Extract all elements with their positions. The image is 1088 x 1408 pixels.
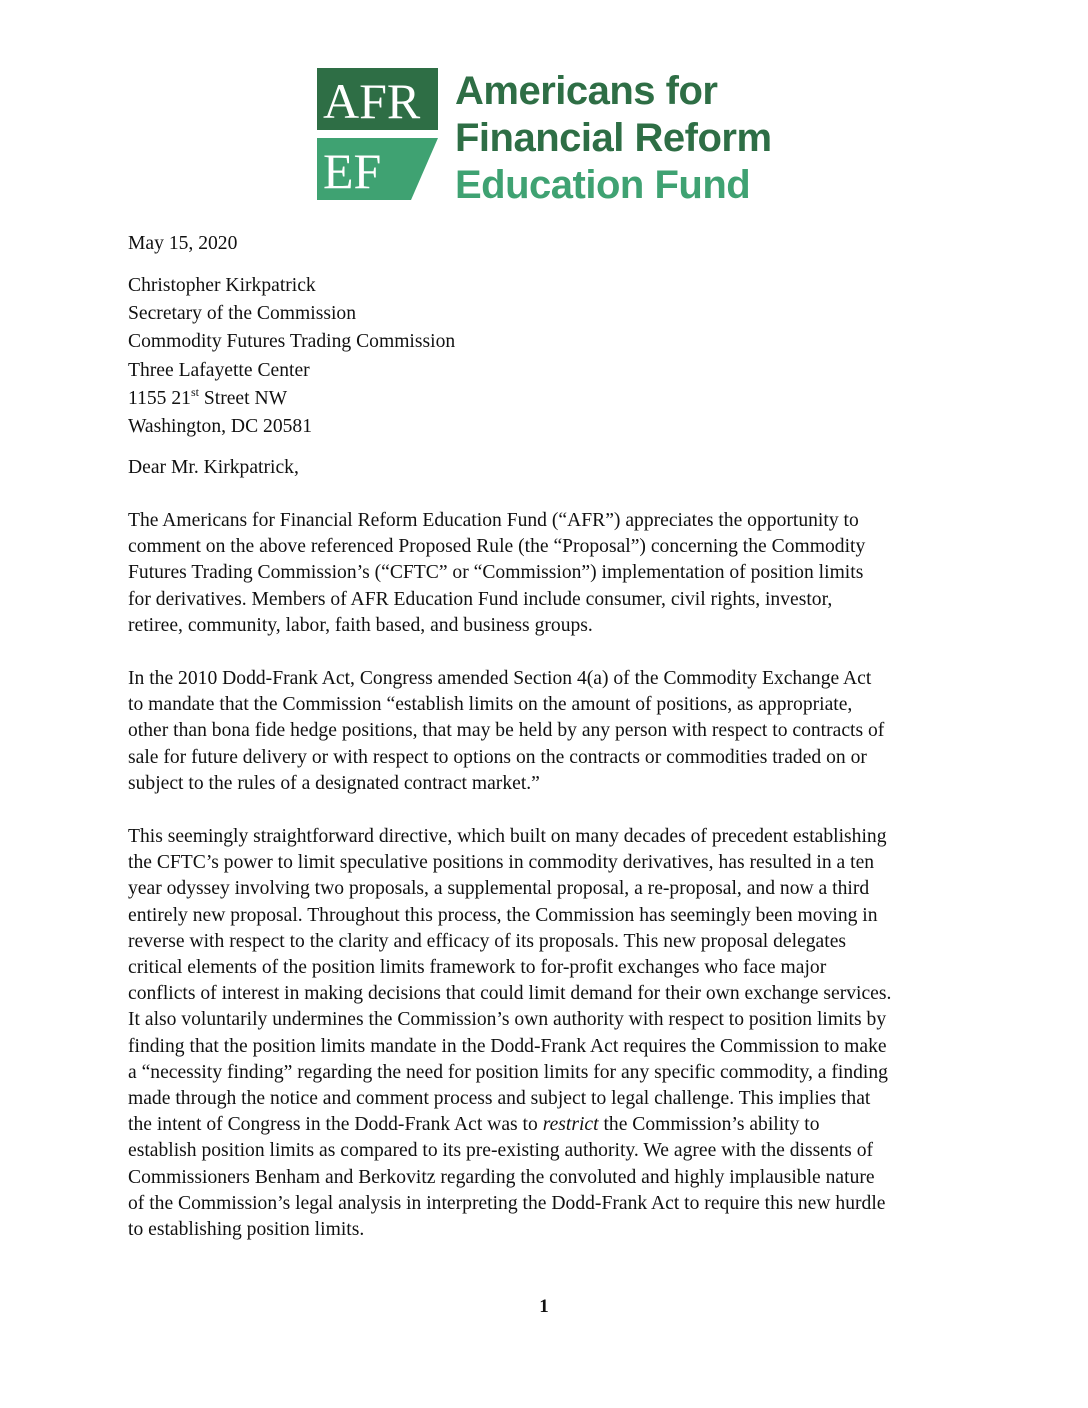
paragraph-line: subject to the rules of a designated contract market.” [128, 772, 540, 794]
paragraph-line: Futures Trading Commission’s (“CFTC” or “Commission”) implementation of position limits [128, 562, 864, 584]
recipient-name: Christopher Kirkpatrick [128, 275, 316, 296]
paragraph-line: to establishing position limits. [128, 1219, 365, 1241]
logo-mark-ef: EF [323, 143, 382, 199]
paragraph-line: It also voluntarily undermines the Commission’s own authority with respect to position limits by [128, 1009, 887, 1031]
afr-logo [317, 68, 772, 207]
paragraph-line: the CFTC’s power to limit speculative positions in commodity derivatives, has resulted in a ten [128, 852, 875, 874]
paragraph-line: Commissioners Benham and Berkovitz regarding the convoluted and highly implausible nature [128, 1166, 875, 1188]
logo-line-3: Education Fund [455, 163, 751, 207]
paragraph-line: reverse with respect to the clarity and efficacy of its proposals. This new proposal delegates [128, 930, 847, 952]
paragraph-1 [128, 508, 958, 639]
salutation: Dear Mr. Kirkpatrick, [128, 457, 299, 478]
recipient-building: Three Lafayette Center [128, 359, 310, 381]
paragraph-line: establish position limits as compared to its pre-existing authority. We agree with the dissents of [128, 1140, 874, 1162]
emphasis-restrict: restrict [542, 1114, 599, 1136]
paragraph-line: made through the notice and comment process and subject to legal challenge. This implies that [128, 1088, 871, 1110]
recipient-organization: Commodity Futures Trading Commission [128, 331, 456, 353]
paragraph-line: other than bona fide hedge positions, that may be held by any person with respect to contracts of [128, 720, 885, 742]
recipient-title: Secretary of the Commission [128, 303, 357, 325]
paragraph-line: for derivatives. Members of AFR Education Fund include consumer, civil rights, investor, [128, 588, 833, 610]
logo-mark-afr: AFR [323, 73, 421, 129]
paragraph-line: comment on the above referenced Proposed Rule (the “Proposal”) concerning the Commodity [128, 536, 866, 558]
paragraph-line: In the 2010 Dodd-Frank Act, Congress amended Section 4(a) of the Commodity Exchange Act [128, 668, 872, 689]
paragraph-line: a “necessity finding” regarding the need for position limits for any specific commodity, a finding [128, 1061, 888, 1083]
paragraph-line: The Americans for Financial Reform Education Fund (“AFR”) appreciates the opportunity to [128, 510, 859, 531]
paragraph-line: critical elements of the position limits framework to for-profit exchanges who face major [128, 957, 827, 979]
afr-ef-logo-mark [317, 68, 442, 202]
paragraph-line: year odyssey involving two proposals, a supplemental proposal, a re-proposal, and now a third [128, 878, 870, 900]
letter-date: May 15, 2020 [128, 233, 238, 254]
recipient-address [128, 272, 455, 441]
paragraph-line: sale for future delivery or with respect to options on the contracts or commodities traded on or [128, 746, 867, 768]
paragraph-line: the intent of Congress in the Dodd-Frank Act was to restrict the Commission’s ability to [128, 1114, 820, 1136]
page-number: 1 [539, 1296, 549, 1317]
recipient-street: 1155 21st Street NW [128, 384, 288, 409]
paragraph-line: to mandate that the Commission “establish limits on the amount of positions, as appropriate, [128, 694, 853, 716]
recipient-city: Washington, DC 20581 [128, 416, 313, 438]
paragraph-line: conflicts of interest in making decisions that could limit demand for their own exchange services. [128, 983, 892, 1005]
paragraph-line: entirely new proposal. Throughout this process, the Commission has seemingly been moving in [128, 904, 878, 926]
paragraph-2 [128, 666, 958, 797]
paragraph-line: of the Commission’s legal analysis in interpreting the Dodd-Frank Act to require this new hurdle [128, 1192, 886, 1214]
paragraph-line: This seemingly straightforward directive, which built on many decades of precedent establishing [128, 826, 887, 847]
logo-wordmark [455, 68, 772, 209]
paragraph-line: finding that the position limits mandate in the Dodd-Frank Act requires the Commission to make [128, 1035, 887, 1057]
logo-line-2: Financial Reform [455, 116, 772, 160]
logo-line-1: Americans for [455, 69, 718, 113]
paragraph-3 [128, 824, 958, 1243]
paragraph-line: retiree, community, labor, faith based, and business groups. [128, 614, 593, 636]
